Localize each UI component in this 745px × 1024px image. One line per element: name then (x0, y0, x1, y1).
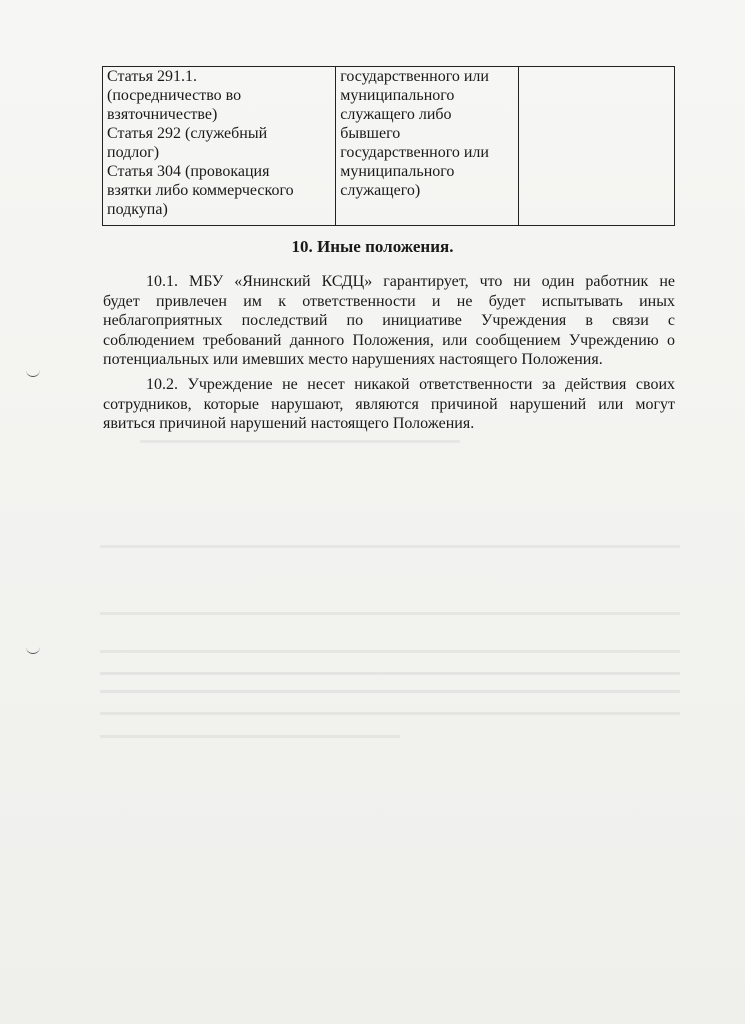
paragraph-10-2 (103, 375, 675, 434)
table-cell-line: Статья 291.1. (107, 68, 197, 85)
table-row (103, 67, 675, 226)
table-cell-line: бывшего (340, 125, 401, 142)
table-cell-articles (103, 67, 336, 226)
paragraph-10-1 (103, 272, 675, 370)
table-cell-line: государственного или (340, 68, 489, 85)
table-cell-line: служащего) (340, 182, 421, 199)
table-cell-line: Статья 292 (служебный (107, 125, 268, 142)
table-cell-line: взяточничестве) (107, 106, 218, 123)
paragraph-line: будет привлечен им к ответственности и не будет испытывать иных (103, 292, 675, 310)
table-cell-line: муниципального (340, 87, 455, 104)
bleed-through-line (100, 672, 680, 675)
paragraph-line: соблюдением требований данного Положения, или сообщением Учреждению о (103, 331, 675, 349)
table-cell-line: (посредничество во (107, 87, 242, 104)
bleed-through-line (100, 735, 400, 738)
section-heading: 10. Иные положения. (291, 237, 454, 256)
table-cell-line: Статья 304 (провокация (107, 163, 270, 180)
table-cell-description (336, 67, 518, 226)
table-cell-empty (518, 67, 674, 226)
paragraph-line: 10.2. Учреждение не несет никакой ответственности за действия своих (146, 376, 675, 393)
paragraph-line: сотрудников, которые нарушают, являются причиной нарушений или могут (103, 395, 675, 413)
table-cell-line: подкупа) (107, 201, 168, 218)
paragraph-line: 10.1. МБУ «Янинский КСДЦ» гарантирует, что ни один работник не (146, 273, 675, 290)
articles-table (102, 66, 675, 226)
bleed-through-line (100, 650, 680, 653)
punch-hole-mark (26, 645, 40, 654)
bleed-through-line (140, 440, 460, 443)
table-cell-line: служащего либо (340, 106, 452, 123)
table-cell-line: подлог) (107, 144, 160, 161)
bleed-through-line (100, 612, 680, 615)
table-cell-line: взятки либо коммерческого (107, 182, 294, 199)
punch-hole-mark (26, 368, 40, 377)
table-cell-line: государственного или (340, 144, 489, 161)
paragraph-line: явиться причиной нарушений настоящего Положения. (103, 415, 475, 433)
bleed-through-line (100, 712, 680, 715)
bleed-through-line (100, 690, 680, 693)
paragraph-line: потенциальных или имевших место нарушениях настоящего Положения. (103, 351, 603, 369)
bleed-through-line (100, 545, 680, 548)
paragraph-line: неблагоприятных последствий по инициативе Учреждения в связи с (103, 312, 675, 330)
table-cell-line: муниципального (340, 163, 455, 180)
